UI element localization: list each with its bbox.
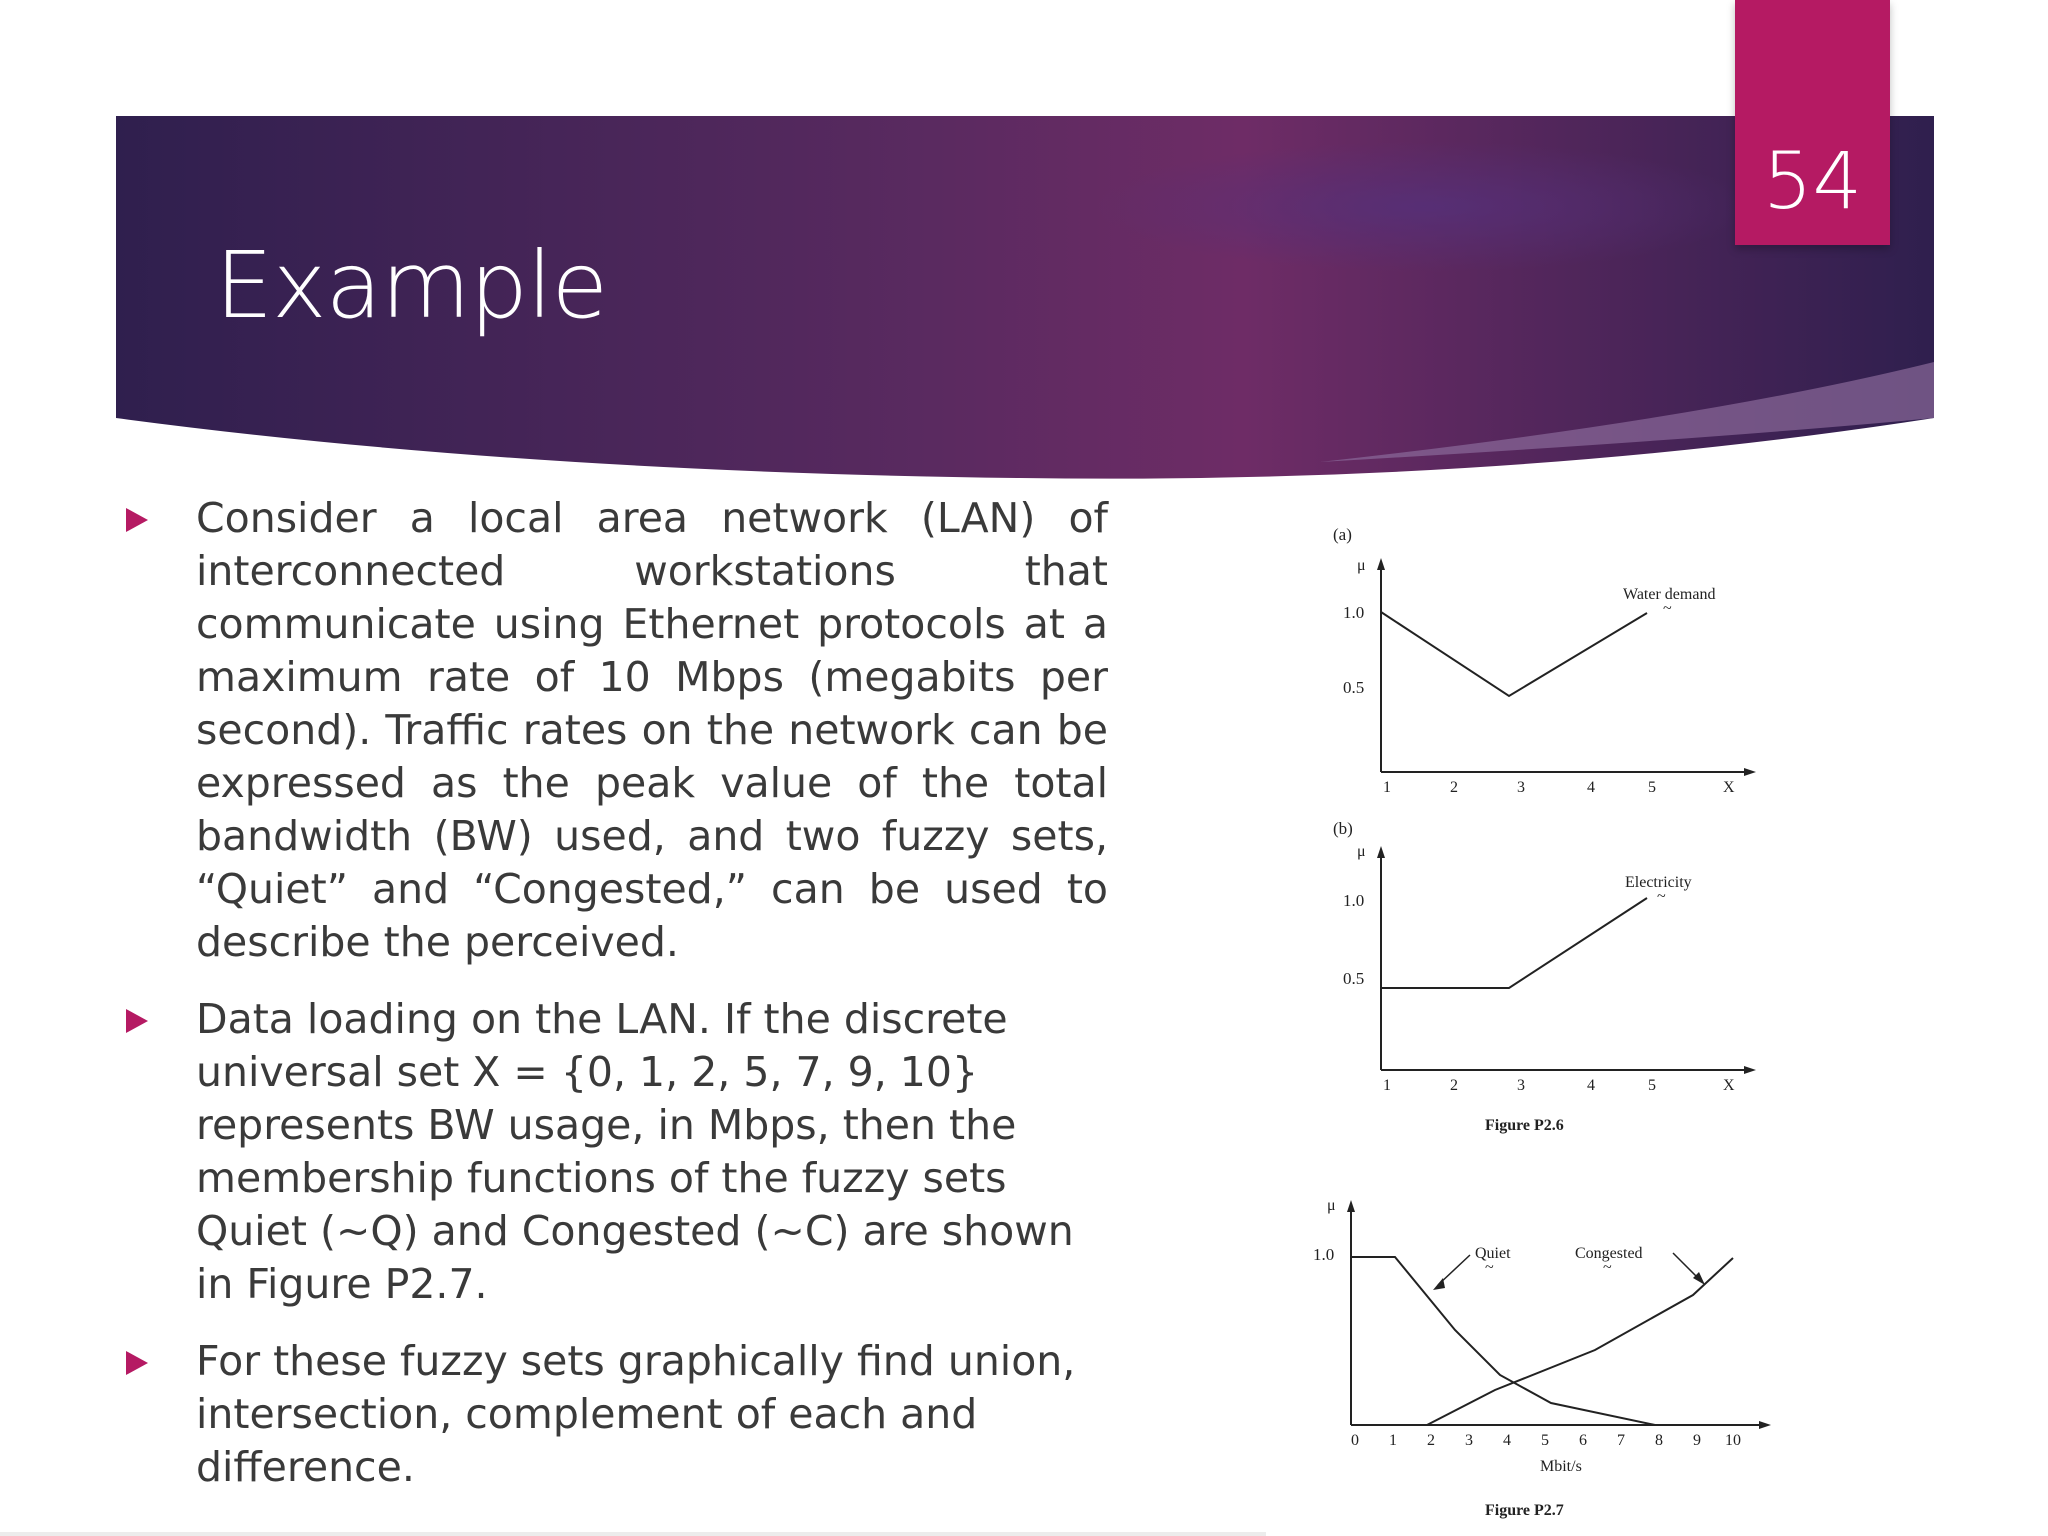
panel-a-tag: (a) bbox=[1333, 525, 1352, 544]
p27-x-tick: 4 bbox=[1503, 1432, 1511, 1449]
panel-b-y-tick: 1.0 bbox=[1343, 891, 1365, 910]
panel-a-x-tick: 5 bbox=[1648, 779, 1656, 796]
panel-b-x-tick: 1 bbox=[1383, 1077, 1391, 1094]
panel-a-y-tick: 1.0 bbox=[1343, 603, 1365, 622]
bullet-text: Consider a local area network (LAN) of interconnected workstations that communicate using Ethernet protocols at a maximum rate of 10 Mbps (megabits per second). Traffic rates on the network can be expressed as the peak value of the total bandwidth (BW) used, and two fuzzy sets, “Quiet” and “Congested,” can be used to describe the perceived. bbox=[196, 494, 1108, 966]
page-number-badge bbox=[1735, 0, 1890, 245]
p27-x-tick: 1 bbox=[1389, 1432, 1397, 1449]
figures-panel bbox=[1295, 510, 1815, 1530]
p27-x-tick: 6 bbox=[1579, 1432, 1587, 1449]
panel-a-y-arrow bbox=[1377, 558, 1385, 570]
quiet-label: Quiet bbox=[1475, 1245, 1511, 1262]
panel-b-y-arrow bbox=[1377, 846, 1385, 858]
p27-x-tick: 3 bbox=[1465, 1432, 1473, 1449]
panel-b-x-arrow bbox=[1744, 1066, 1756, 1074]
water-demand-label: Water demand bbox=[1623, 586, 1716, 603]
bullet-item bbox=[118, 993, 1108, 1311]
bullet-list bbox=[118, 492, 1108, 1518]
panel-b-x-tick: 2 bbox=[1450, 1077, 1458, 1094]
electricity-label: Electricity bbox=[1625, 874, 1692, 891]
congested-curve bbox=[1427, 1258, 1733, 1425]
congested-tilde: ~ bbox=[1603, 1259, 1612, 1276]
p27-x-tick: 2 bbox=[1427, 1432, 1435, 1449]
bullet-arrow-icon bbox=[126, 508, 148, 532]
panel-a-x-tick: 4 bbox=[1587, 779, 1595, 796]
bullet-text: Data loading on the LAN. If the discrete universal set X = {0, 1, 2, 5, 7, 9, 10} represents BW usage, in Mbps, then the membership functions of the fuzzy sets Quiet (~Q) and Congested (~C) are shown in Figure P2.7. bbox=[196, 995, 1074, 1308]
page-number: 54 bbox=[1762, 137, 1863, 227]
p27-y-tick: 1.0 bbox=[1313, 1245, 1335, 1264]
p27-x-label: Mbit/s bbox=[1540, 1458, 1582, 1475]
p27-x-tick: 0 bbox=[1351, 1432, 1359, 1449]
p27-x-tick: 7 bbox=[1617, 1432, 1625, 1449]
p27-y-arrow bbox=[1347, 1200, 1355, 1212]
bullet-item bbox=[118, 1335, 1108, 1494]
panel-a-x-tick: 3 bbox=[1517, 779, 1525, 796]
p27-y-symbol: μ bbox=[1327, 1197, 1336, 1214]
bottom-divider bbox=[0, 1532, 1266, 1536]
panel-b-x-symbol: X bbox=[1723, 1077, 1735, 1094]
p27-x-tick: 8 bbox=[1655, 1432, 1663, 1449]
panel-a-x-tick: 1 bbox=[1383, 779, 1391, 796]
bullet-item bbox=[118, 492, 1108, 969]
congested-label: Congested bbox=[1575, 1245, 1643, 1262]
electricity-curve bbox=[1381, 898, 1647, 988]
panel-b-x-tick: 5 bbox=[1648, 1077, 1656, 1094]
quiet-tilde: ~ bbox=[1485, 1259, 1494, 1276]
panel-b-tag: (b) bbox=[1333, 819, 1353, 838]
figure-p26-panel-a bbox=[1333, 525, 1756, 796]
panel-b-x-tick: 4 bbox=[1587, 1077, 1595, 1094]
panel-b-x-tick: 3 bbox=[1517, 1077, 1525, 1094]
panel-a-x-tick: 2 bbox=[1450, 779, 1458, 796]
p27-x-tick: 5 bbox=[1541, 1432, 1549, 1449]
p27-x-tick: 10 bbox=[1725, 1432, 1741, 1449]
bullet-text: For these fuzzy sets graphically find union, intersection, complement of each and difference. bbox=[196, 1337, 1076, 1491]
slide-title: Example bbox=[215, 232, 608, 339]
panel-a-y-tick: 0.5 bbox=[1343, 678, 1365, 697]
panel-a-y-symbol: μ bbox=[1357, 557, 1366, 574]
water-demand-tilde: ~ bbox=[1663, 600, 1672, 617]
p27-x-tick: 9 bbox=[1693, 1432, 1701, 1449]
figure-p27 bbox=[1313, 1197, 1771, 1519]
figure-p27-caption: Figure P2.7 bbox=[1485, 1502, 1564, 1519]
panel-a-x-symbol: X bbox=[1723, 779, 1735, 796]
figure-p26-caption: Figure P2.6 bbox=[1485, 1117, 1564, 1134]
bullet-arrow-icon bbox=[126, 1351, 148, 1375]
figure-p26-panel-b bbox=[1333, 819, 1756, 1134]
panel-b-y-symbol: μ bbox=[1357, 843, 1366, 860]
panel-a-x-arrow bbox=[1744, 768, 1756, 776]
quiet-pointer-arrow bbox=[1433, 1278, 1445, 1290]
water-demand-curve bbox=[1381, 612, 1647, 696]
p27-x-arrow bbox=[1759, 1421, 1771, 1429]
bullet-arrow-icon bbox=[126, 1009, 148, 1033]
electricity-tilde: ~ bbox=[1657, 888, 1666, 905]
panel-b-y-tick: 0.5 bbox=[1343, 969, 1365, 988]
